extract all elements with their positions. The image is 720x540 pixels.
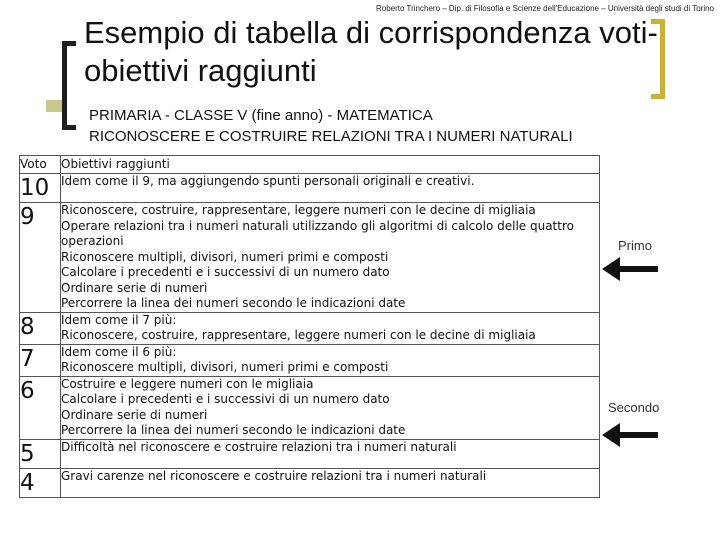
voto-value: 5 — [20, 440, 35, 467]
secondo-marker — [602, 400, 659, 447]
obiettivo-line: Idem come il 7 più: — [61, 312, 177, 327]
obiettivo-line: Ordinare serie di numeri — [61, 407, 208, 422]
voto-value: 9 — [20, 204, 35, 230]
subtitle-line-1: PRIMARIA - CLASSE V (fine anno) - MATEMATICA — [89, 107, 433, 124]
voto-cell — [20, 312, 61, 344]
table-body — [20, 174, 600, 498]
table-row — [20, 439, 600, 468]
obiettivi-cell — [61, 376, 600, 439]
obiettivi-cell — [61, 203, 600, 313]
header-voto: Voto — [20, 156, 61, 174]
obiettivo-line: Idem come il 6 più: — [61, 344, 177, 359]
table-row — [20, 376, 600, 439]
slide-subtitle — [89, 105, 573, 147]
obiettivo-line: Costruire e leggere numeri con le migliaia — [61, 376, 314, 391]
obiettivo-line: Operare relazioni tra i numeri naturali utilizzando gli algoritmi di calcolo delle quattro operazioni — [61, 218, 574, 248]
table-row — [20, 468, 600, 497]
table-row — [20, 312, 600, 344]
obiettivi-cell — [61, 344, 600, 376]
obiettivo-line: Ordinare serie di numeri — [61, 280, 208, 295]
accent-bar — [46, 100, 62, 112]
secondo-label: Secondo — [608, 400, 660, 415]
obiettivi-cell — [61, 312, 600, 344]
slide-title: Esempio di tabella di corrispondenza voti-obiettivi raggiunti — [84, 15, 658, 88]
title-bracket-left — [62, 41, 76, 130]
voto-value: 7 — [20, 345, 35, 372]
subtitle-line-2: RICONOSCERE E COSTRUIRE RELAZIONI TRA I NUMERI NATURALI — [89, 128, 573, 145]
obiettivo-line: Idem come il 9, ma aggiungendo spunti personali originali e creativi. — [61, 174, 475, 188]
voto-value: 10 — [20, 175, 50, 201]
grades-table — [19, 155, 600, 498]
header-obiettivi: Obiettivi raggiunti — [61, 156, 600, 174]
obiettivo-line: Difficoltà nel riconoscere e costruire relazioni tra i numeri naturali — [61, 439, 457, 454]
voto-cell — [20, 344, 61, 376]
voto-cell — [20, 174, 61, 203]
obiettivo-line: Gravi carenze nel riconoscere e costruire relazioni tra i numeri naturali — [61, 468, 487, 483]
table-row — [20, 174, 600, 203]
primo-label: Primo — [618, 238, 652, 253]
voto-cell — [20, 468, 61, 497]
arrow-left-icon — [602, 423, 658, 447]
obiettivo-line: Percorrere la linea dei numeri secondo le indicazioni date — [61, 296, 406, 310]
obiettivo-line: Calcolare i precedenti e i successivi di un numero dato — [61, 392, 390, 406]
table-row — [20, 203, 600, 313]
arrow-left-icon — [602, 257, 658, 281]
voto-cell — [20, 203, 61, 313]
obiettivi-cell — [61, 439, 600, 468]
obiettivo-line: Percorrere la linea dei numeri secondo le indicazioni date — [61, 423, 406, 437]
obiettivo-line: Riconoscere, costruire, rappresentare, leggere numeri con le decine di migliaia — [61, 328, 536, 342]
obiettivo-line: Riconoscere multipli, divisori, numeri primi e composti — [61, 249, 389, 264]
table-row — [20, 344, 600, 376]
voto-value: 8 — [20, 313, 35, 340]
obiettivo-line: Riconoscere multipli, divisori, numeri primi e composti — [61, 360, 389, 374]
voto-value: 6 — [20, 377, 35, 404]
obiettivo-line: Riconoscere, costruire, rappresentare, leggere numeri con le decine di migliaia — [61, 203, 536, 217]
voto-cell — [20, 376, 61, 439]
obiettivo-line: Calcolare i precedenti e i successivi di un numero dato — [61, 265, 390, 279]
voto-value: 4 — [20, 469, 35, 496]
obiettivi-cell — [61, 468, 600, 497]
voto-cell — [20, 439, 61, 468]
obiettivi-cell — [61, 174, 600, 203]
primo-marker — [602, 238, 658, 281]
header-credit: Roberto Trinchero – Dip. di Filosofia e Scienze dell'Educazione – Università degli studi di Torino — [375, 4, 714, 13]
table-header-row — [20, 156, 600, 174]
